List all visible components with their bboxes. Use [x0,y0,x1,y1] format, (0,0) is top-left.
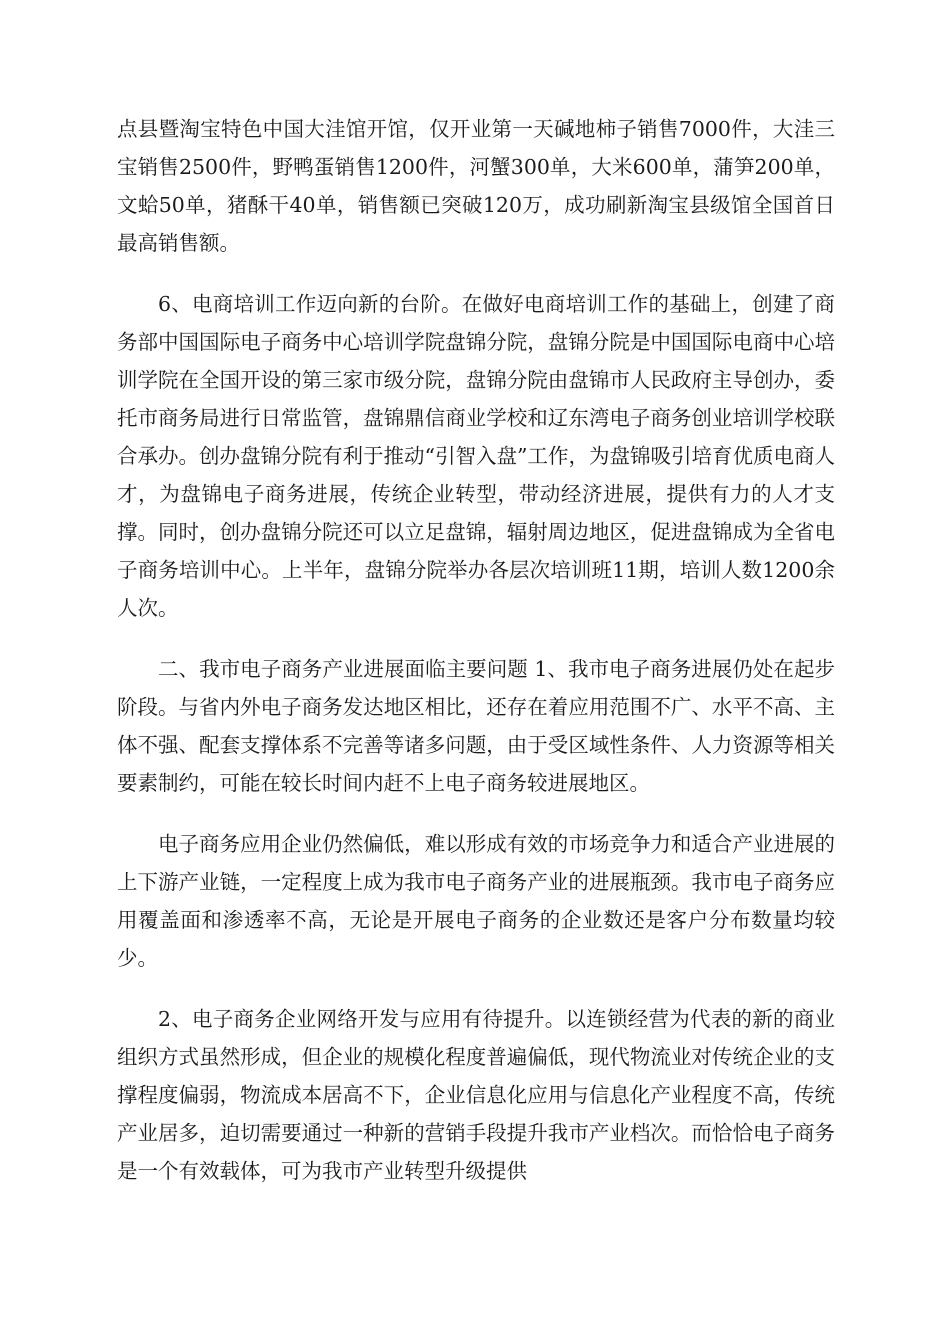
paragraph-application-enterprises: 电子商务应用企业仍然偏低，难以形成有效的市场竞争力和适合产业进展的上下游产业链，一定程度上成为我市电子商务产业的进展瓶颈。我市电子商务应用覆盖面和渗透率不高，无论是开展电子商务的企业数还是客户分布数量均较少。 [117,832,835,970]
paragraph-ecommerce-training: 6、电商培训工作迈向新的台阶。在做好电商培训工作的基础上，创建了商务部中国国际电子商务中心培训学院盘锦分院，盘锦分院是中国国际电商中心培训学院在全国开设的第三家市级分院，盘锦分院由盘锦市人民政府主导创办，委托市商务局进行日常监管，盘锦鼎信商业学校和辽东湾电子商务创业培训学校联合承办。创办盘锦分院有利于推动“引智入盘”工作，为盘锦吸引培育优质电商人才，为盘锦电子商务进展，传统企业转型，带动经济进展，提供有力的人才支撑。同时，创办盘锦分院还可以立足盘锦，辐射周边地区，促进盘锦成为全省电子商务培训中心。上半年，盘锦分院举办各层次培训班11期，培训人数1200余人次。 [117,292,835,620]
document-body [117,110,835,1213]
paragraph-continuation: 点县暨淘宝特色中国大洼馆开馆，仅开业第一天碱地柿子销售7000件，大洼三宝销售2500件，野鸭蛋销售1200件，河蟹300单，大米600单，蒲笋200单，文蛤50单，猪酥干40单，销售额已突破120万，成功刷新淘宝县级馆全国首日最高销售额。 [117,117,835,255]
paragraph-network-development: 2、电子商务企业网络开发与应用有待提升。以连锁经营为代表的新的商业组织方式虽然形成，但企业的规模化程度普遍偏低，现代物流业对传统企业的支撑程度偏弱，物流成本居高不下，企业信息化应用与信息化产业程度不高，传统产业居多，迫切需要通过一种新的营销手段提升我市产业档次。而恰恰电子商务是一个有效载体，可为我市产业转型升级提供 [117,1007,835,1183]
paragraph-main-problems: 二、我市电子商务产业进展面临主要问题 1、我市电子商务进展仍处在起步阶段。与省内外电子商务发达地区相比，还存在着应用范围不广、水平不高、主体不强、配套支撑体系不完善等诸多问题，由于受区域性条件、人力资源等相关要素制约，可能在较长时间内赶不上电子商务较进展地区。 [117,657,835,795]
